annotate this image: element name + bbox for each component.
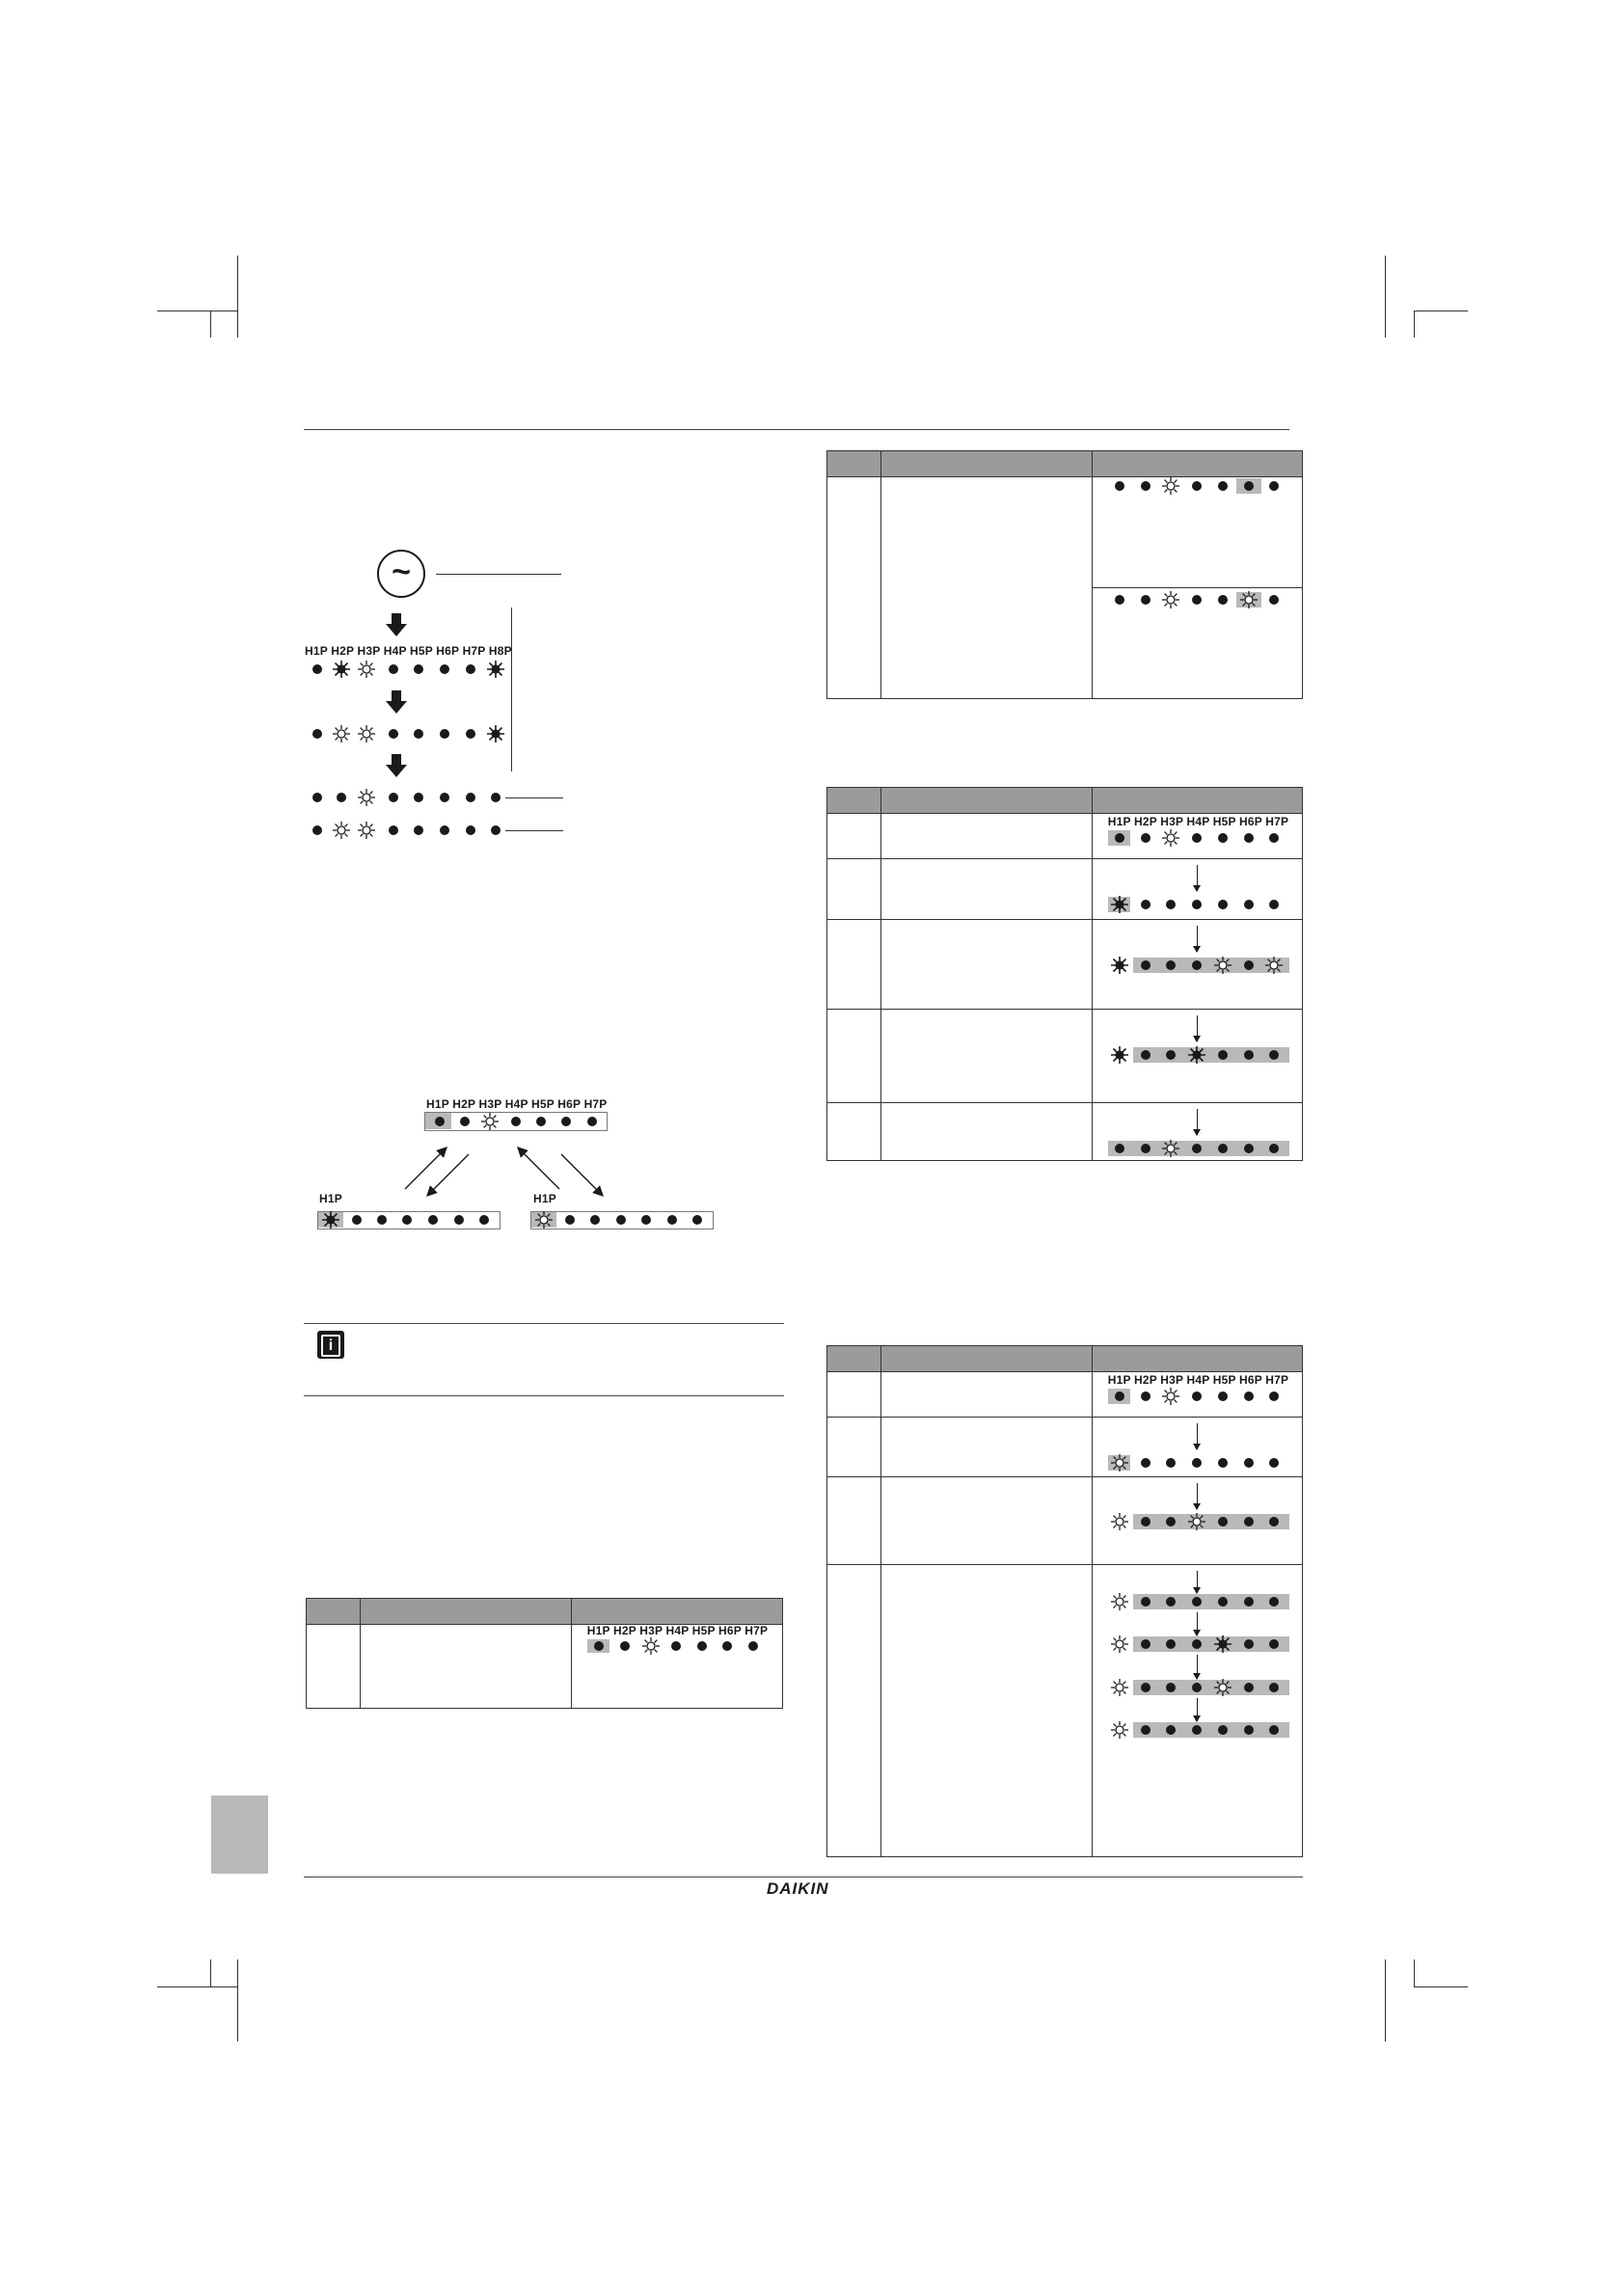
- brand-logo: DAIKIN: [767, 1879, 829, 1898]
- table-header: [827, 1346, 1302, 1372]
- led-off-icon: [620, 1641, 630, 1651]
- led-off-icon: [1218, 1725, 1228, 1735]
- led-on-icon: [1213, 956, 1232, 975]
- led-off-icon: [312, 825, 322, 835]
- column-divider: [880, 451, 881, 698]
- led-on-icon: [1110, 1592, 1129, 1611]
- pointer-arrow: [1197, 865, 1198, 891]
- led-off-icon: [466, 825, 475, 835]
- chapter-tab: [211, 1796, 268, 1874]
- led-blinking-icon: [321, 1210, 340, 1229]
- pointer-arrow: [1197, 1612, 1198, 1635]
- led-off-icon: [1115, 595, 1124, 605]
- led-off-icon: [667, 1215, 677, 1225]
- table-header: [827, 451, 1302, 477]
- led-on-icon: [534, 1210, 554, 1229]
- led-off-icon: [1269, 1458, 1279, 1468]
- led-off-icon: [1218, 1458, 1228, 1468]
- led-off-icon: [1166, 1050, 1176, 1060]
- led-off-icon: [1141, 960, 1150, 970]
- row-divider: [827, 1102, 1302, 1103]
- led-off-icon: [1192, 595, 1202, 605]
- row-divider: [827, 858, 1302, 859]
- led-blinking-icon: [1110, 956, 1129, 975]
- led-off-icon: [1166, 1458, 1176, 1468]
- row-divider: [827, 1564, 1302, 1565]
- crop-mark: [237, 1959, 238, 2041]
- led-off-icon: [1166, 1517, 1176, 1526]
- callout-line: [436, 574, 561, 575]
- led-off-icon: [1115, 481, 1124, 491]
- pointer-arrow: [1197, 1483, 1198, 1509]
- led-off-icon: [1269, 1597, 1279, 1607]
- led-on-icon: [641, 1636, 661, 1656]
- led-off-icon: [435, 1117, 445, 1126]
- led-off-icon: [1244, 1391, 1254, 1401]
- led-off-icon: [1192, 1391, 1202, 1401]
- led-off-icon: [1141, 1391, 1150, 1401]
- power-symbol-icon: ~: [377, 550, 425, 598]
- led-off-icon: [1115, 833, 1124, 843]
- crop-mark: [157, 1986, 238, 1987]
- cell-divider: [1092, 587, 1302, 588]
- led-on-icon: [1110, 1720, 1129, 1740]
- led-on-icon: [480, 1112, 500, 1131]
- pointer-arrow: [1197, 1698, 1198, 1721]
- crop-mark: [1414, 311, 1415, 338]
- led-off-icon: [1244, 1597, 1254, 1607]
- led-off-icon: [1218, 1517, 1228, 1526]
- led-off-icon: [1244, 833, 1254, 843]
- led-blinking-icon: [1110, 1045, 1129, 1065]
- led-off-icon: [414, 793, 423, 802]
- led-off-icon: [722, 1641, 732, 1651]
- led-blinking-icon: [1110, 895, 1129, 914]
- led-off-icon: [1141, 1597, 1150, 1607]
- column-divider: [1092, 788, 1093, 1160]
- led-label-row: H1P H2P H3P H4P H5P H6P H7P: [586, 1624, 769, 1637]
- led-off-icon: [1269, 1725, 1279, 1735]
- crop-mark: [1385, 1959, 1386, 2041]
- column-divider: [571, 1599, 572, 1708]
- led-off-icon: [697, 1641, 707, 1651]
- led-off-icon: [312, 793, 322, 802]
- led-off-icon: [440, 825, 449, 835]
- led-off-icon: [1166, 1683, 1176, 1692]
- led-off-icon: [1141, 1458, 1150, 1468]
- led-off-icon: [1269, 595, 1279, 605]
- led-on-icon: [1264, 956, 1284, 975]
- led-off-icon: [466, 729, 475, 739]
- down-arrow-icon: [386, 613, 407, 636]
- led-off-icon: [1244, 1683, 1254, 1692]
- table-header: [827, 788, 1302, 814]
- led-off-icon: [1244, 481, 1254, 491]
- led-off-icon: [389, 793, 398, 802]
- led-off-icon: [1244, 1050, 1254, 1060]
- led-off-icon: [337, 793, 346, 802]
- led-off-icon: [440, 793, 449, 802]
- highlight-band: [1133, 1514, 1289, 1529]
- led-off-icon: [1192, 1683, 1202, 1692]
- led-off-icon: [748, 1641, 758, 1651]
- led-off-icon: [414, 729, 423, 739]
- info-icon-glyph: i: [321, 1335, 340, 1357]
- crop-mark: [1414, 1959, 1415, 1986]
- led-label-row: H1P H2P H3P H4P H5P H6P H7P: [426, 1097, 608, 1111]
- led-off-icon: [312, 664, 322, 674]
- led-off-icon: [1141, 1683, 1150, 1692]
- led-on-icon: [1161, 590, 1180, 609]
- row-divider: [827, 1009, 1302, 1010]
- led-off-icon: [1269, 833, 1279, 843]
- led-off-icon: [1269, 1144, 1279, 1153]
- led-off-icon: [692, 1215, 702, 1225]
- led-off-icon: [1269, 900, 1279, 909]
- crop-mark: [210, 1959, 211, 1986]
- table: [826, 450, 1303, 699]
- pointer-arrow: [1197, 1655, 1198, 1679]
- led-off-icon: [1218, 481, 1228, 491]
- led-off-icon: [1269, 1391, 1279, 1401]
- led-off-icon: [616, 1215, 626, 1225]
- highlight-band: [1133, 1594, 1289, 1609]
- led-off-icon: [511, 1117, 521, 1126]
- pointer-arrow: [1197, 1109, 1198, 1135]
- led-off-icon: [594, 1641, 604, 1651]
- led-off-icon: [565, 1215, 575, 1225]
- led-off-icon: [1166, 1597, 1176, 1607]
- led-off-icon: [671, 1641, 681, 1651]
- led-on-icon: [1161, 1139, 1180, 1158]
- led-off-icon: [1141, 1144, 1150, 1153]
- led-off-icon: [1244, 1639, 1254, 1649]
- column-divider: [880, 788, 881, 1160]
- led-on-icon: [1110, 1678, 1129, 1697]
- led-off-icon: [460, 1117, 470, 1126]
- led-off-icon: [389, 729, 398, 739]
- header-rule: [304, 429, 1289, 430]
- highlight-band: [1133, 1047, 1289, 1063]
- led-off-icon: [1244, 1144, 1254, 1153]
- led-off-icon: [1141, 1639, 1150, 1649]
- led-off-icon: [1141, 900, 1150, 909]
- led-on-icon: [332, 821, 351, 840]
- row-divider: [827, 919, 1302, 920]
- table: [826, 787, 1303, 1161]
- pointer-arrow: [1197, 1571, 1198, 1593]
- led-off-icon: [536, 1117, 546, 1126]
- crop-mark: [210, 311, 211, 338]
- callout-line: [505, 830, 563, 831]
- led-off-icon: [1192, 833, 1202, 843]
- led-off-icon: [491, 793, 501, 802]
- led-blinking-icon: [1213, 1634, 1232, 1654]
- led-off-icon: [1166, 1639, 1176, 1649]
- column-divider: [880, 1346, 881, 1856]
- led-off-icon: [1115, 1144, 1124, 1153]
- table: [306, 1598, 783, 1709]
- info-box-bottom: [304, 1395, 784, 1396]
- led-off-icon: [312, 729, 322, 739]
- led-off-icon: [1244, 1725, 1254, 1735]
- led-off-icon: [466, 793, 475, 802]
- led-off-icon: [352, 1215, 362, 1225]
- row-divider: [827, 1476, 1302, 1477]
- led-off-icon: [641, 1215, 651, 1225]
- crop-mark: [1414, 1986, 1468, 1987]
- led-off-icon: [428, 1215, 438, 1225]
- led-off-icon: [491, 825, 501, 835]
- led-off-icon: [1244, 900, 1254, 909]
- led-off-icon: [1218, 1050, 1228, 1060]
- led-off-icon: [1192, 1597, 1202, 1607]
- led-off-icon: [389, 664, 398, 674]
- led-off-icon: [1166, 960, 1176, 970]
- led-on-icon: [1161, 828, 1180, 848]
- led-off-icon: [1244, 1517, 1254, 1526]
- table-header: [307, 1599, 782, 1625]
- table: [826, 1345, 1303, 1857]
- led-off-icon: [454, 1215, 464, 1225]
- led-off-icon: [1218, 900, 1228, 909]
- led-on-icon: [1187, 1512, 1206, 1531]
- led-off-icon: [1141, 481, 1150, 491]
- led-off-icon: [1218, 1144, 1228, 1153]
- callout-line: [505, 797, 563, 798]
- crop-mark: [237, 256, 238, 338]
- led-blinking-icon: [332, 660, 351, 679]
- led-off-icon: [1141, 833, 1150, 843]
- led-on-icon: [1110, 1634, 1129, 1654]
- led-off-icon: [466, 664, 475, 674]
- row-divider: [827, 1417, 1302, 1418]
- led-label-row: H1P H2P H3P H4P H5P H6P H7P H8P: [305, 644, 512, 658]
- led-off-icon: [1166, 1725, 1176, 1735]
- column-divider: [360, 1599, 361, 1708]
- led-off-icon: [587, 1117, 597, 1126]
- highlight-band: [1133, 1722, 1289, 1738]
- led-off-icon: [1192, 1144, 1202, 1153]
- led-off-icon: [1269, 1639, 1279, 1649]
- led-off-icon: [1192, 960, 1202, 970]
- led-off-icon: [561, 1117, 571, 1126]
- led-on-icon: [332, 724, 351, 743]
- led-off-icon: [1218, 595, 1228, 605]
- led-on-icon: [357, 788, 376, 807]
- led-off-icon: [1244, 960, 1254, 970]
- pointer-arrow: [1197, 926, 1198, 952]
- led-on-icon: [357, 724, 376, 743]
- led-on-icon: [1161, 1387, 1180, 1406]
- highlight-band: [1133, 1680, 1289, 1695]
- led-off-icon: [1269, 481, 1279, 491]
- info-icon: [317, 1331, 344, 1359]
- pointer-arrow: [1197, 1015, 1198, 1041]
- led-off-icon: [1141, 1725, 1150, 1735]
- led-on-icon: [1110, 1512, 1129, 1531]
- led-off-icon: [440, 664, 449, 674]
- led-on-icon: [1213, 1678, 1232, 1697]
- led-off-icon: [590, 1215, 600, 1225]
- led-off-icon: [1192, 1639, 1202, 1649]
- column-divider: [1092, 451, 1093, 698]
- led-off-icon: [1192, 481, 1202, 491]
- led-off-icon: [1141, 595, 1150, 605]
- info-box-top: [304, 1323, 784, 1324]
- led-on-icon: [1110, 1453, 1129, 1472]
- led-off-icon: [1269, 1517, 1279, 1526]
- bracket: [511, 608, 512, 771]
- led-blinking-icon: [486, 660, 505, 679]
- led-on-icon: [1239, 590, 1259, 609]
- led-on-icon: [357, 821, 376, 840]
- led-off-icon: [440, 729, 449, 739]
- led-off-icon: [1192, 900, 1202, 909]
- led-label-row: H1P H2P H3P H4P H5P H6P H7P: [1107, 815, 1289, 828]
- led-blinking-icon: [1187, 1045, 1206, 1065]
- led-off-icon: [1192, 1725, 1202, 1735]
- h1p-label: H1P: [533, 1192, 556, 1205]
- led-off-icon: [1218, 1391, 1228, 1401]
- led-off-icon: [1141, 1050, 1150, 1060]
- led-off-icon: [414, 664, 423, 674]
- led-off-icon: [1269, 1050, 1279, 1060]
- led-off-icon: [414, 825, 423, 835]
- led-off-icon: [1192, 1458, 1202, 1468]
- led-off-icon: [1166, 900, 1176, 909]
- down-arrow-icon: [386, 690, 407, 714]
- highlight-band: [1133, 1636, 1289, 1652]
- led-on-icon: [357, 660, 376, 679]
- led-off-icon: [389, 825, 398, 835]
- led-off-icon: [1141, 1517, 1150, 1526]
- led-off-icon: [1244, 1458, 1254, 1468]
- h1p-label: H1P: [319, 1192, 342, 1205]
- led-off-icon: [1269, 1683, 1279, 1692]
- led-off-icon: [479, 1215, 489, 1225]
- led-on-icon: [1161, 476, 1180, 496]
- led-off-icon: [1115, 1391, 1124, 1401]
- led-off-icon: [1218, 1597, 1228, 1607]
- down-arrow-icon: [386, 754, 407, 777]
- led-label-row: H1P H2P H3P H4P H5P H6P H7P: [1107, 1373, 1289, 1387]
- crop-mark: [1385, 256, 1386, 338]
- pointer-arrow: [1197, 1423, 1198, 1449]
- column-divider: [1092, 1346, 1093, 1856]
- led-off-icon: [402, 1215, 412, 1225]
- led-blinking-icon: [486, 724, 505, 743]
- led-off-icon: [377, 1215, 387, 1225]
- led-off-icon: [1218, 833, 1228, 843]
